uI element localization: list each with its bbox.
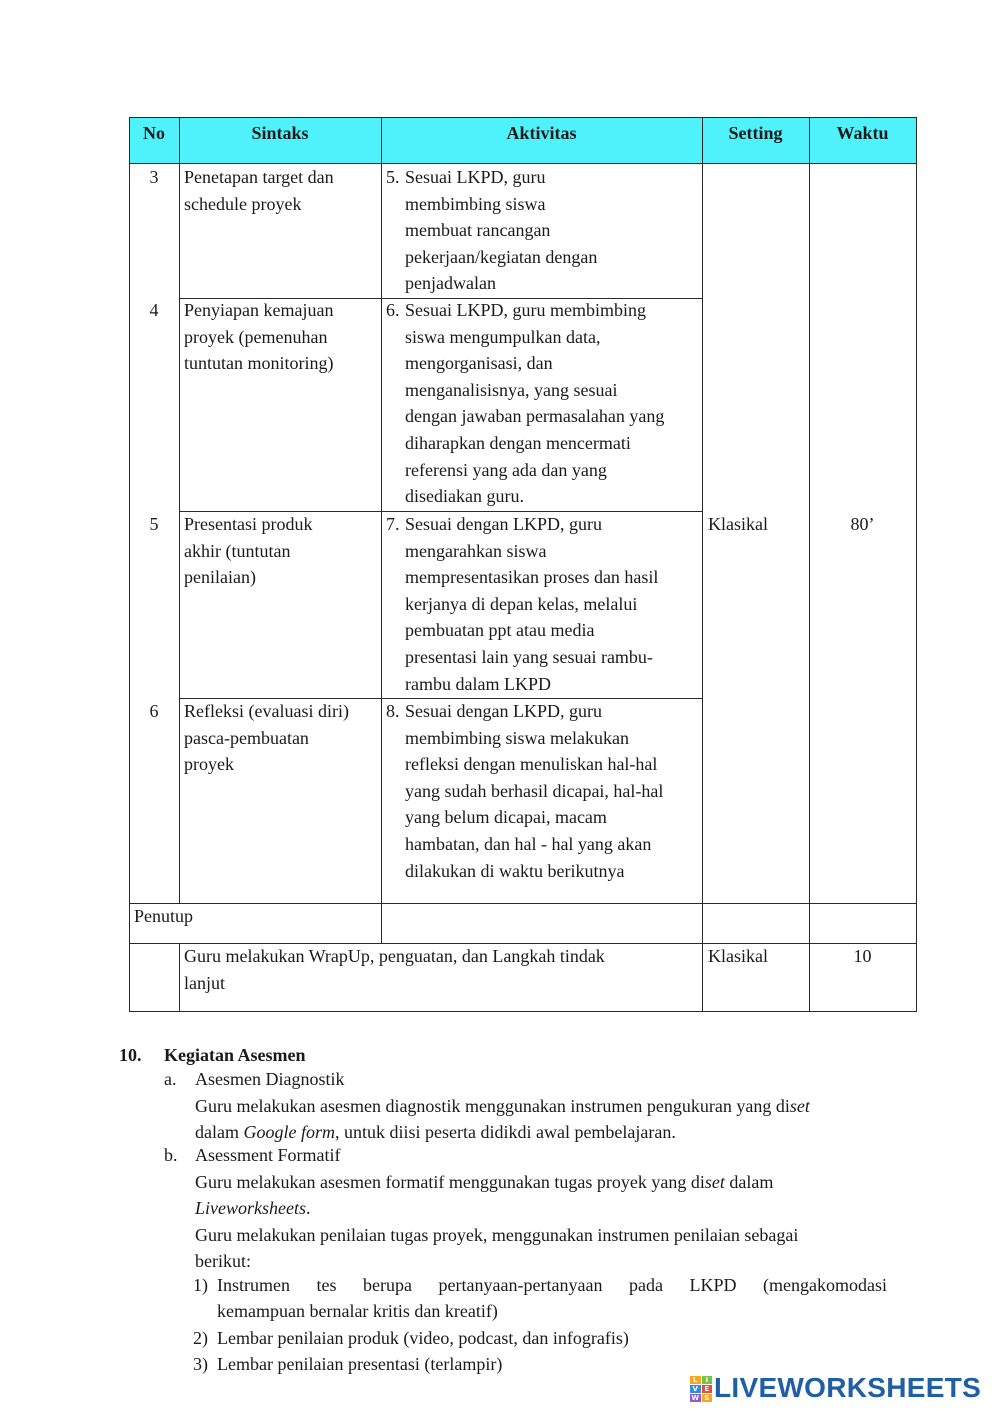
- list-item: Instrumen tes berupa pertanyaan-pertanyaan pada LKPD (mengakomodasi: [217, 1275, 887, 1295]
- setting-cell: Klasikal: [708, 514, 768, 534]
- header-aktivitas: Aktivitas: [506, 123, 577, 143]
- aktivitas-number: 7.: [386, 514, 400, 534]
- header-sintaks: Sintaks: [251, 123, 309, 143]
- list-number: 1): [193, 1275, 208, 1295]
- sintaks-cell: Presentasi produk akhir (tuntutan penilaian): [184, 514, 313, 588]
- list-item: Lembar penilaian presentasi (terlampir): [217, 1354, 503, 1374]
- aktivitas-cell: Sesuai LKPD, guru membimbing siswa mengumpulkan data, mengorganisasi, dan menganalisisnya, yang sesuai dengan jawaban permasalahan yang diharapkan dengan mencermati referensi yang ada dan yang disediakan guru.: [405, 300, 665, 507]
- liveworksheets-logo-icon: L I V E W S: [690, 1376, 712, 1400]
- item-a-title: Asesmen Diagnostik: [195, 1069, 345, 1089]
- row-number: 5: [149, 514, 159, 534]
- item-a-text: Guru melakukan asesmen diagnostik menggunakan instrumen pengukuran yang diset: [195, 1096, 810, 1116]
- row-number: 4: [149, 300, 159, 320]
- item-b-text: berikut:: [195, 1251, 251, 1271]
- row-number: 3: [149, 167, 159, 187]
- closing-waktu: 10: [853, 946, 872, 966]
- table-border: [702, 117, 703, 1012]
- sintaks-cell: Penetapan target dan schedule proyek: [184, 167, 334, 214]
- table-border: [129, 903, 917, 904]
- aktivitas-cell: Sesuai dengan LKPD, guru membimbing siswa melakukan refleksi dengan menuliskan hal-hal yang sudah berhasil dicapai, hal-hal yang belum dicapai, macam hambatan, dan hal - hal yang akan dilakukan di waktu berikutnya: [405, 701, 664, 881]
- section-number: 10.: [119, 1045, 142, 1065]
- item-a-text: dalam Google form, untuk diisi peserta didikdi awal pembelajaran.: [195, 1122, 676, 1142]
- item-a-label: a.: [164, 1069, 177, 1089]
- penutup-label: Penutup: [134, 906, 194, 926]
- item-b-text: Liveworksheets.: [195, 1198, 311, 1218]
- table-border: [129, 1011, 917, 1012]
- sintaks-cell: Refleksi (evaluasi diri) pasca-pembuatan proyek: [184, 701, 349, 775]
- table-border: [916, 117, 917, 1012]
- table-border: [179, 117, 180, 903]
- section-title: Kegiatan Asesmen: [164, 1045, 306, 1065]
- liveworksheets-wordmark: LIVEWORKSHEETS: [714, 1372, 982, 1403]
- aktivitas-cell: Sesuai dengan LKPD, guru mengarahkan siswa mempresentasikan proses dan hasil kerjanya di depan kelas, melalui pembuatan ppt atau media presentasi lain yang sesuai rambu- rambu dalam LKPD: [405, 514, 659, 694]
- list-item: kemampuan bernalar kritis dan kreatif): [217, 1301, 498, 1321]
- item-b-label: b.: [164, 1145, 178, 1165]
- table-border: [129, 117, 917, 118]
- aktivitas-number: 8.: [386, 701, 400, 721]
- row-number: 6: [149, 701, 159, 721]
- table-border: [809, 117, 810, 1012]
- sintaks-cell: Penyiapan kemajuan proyek (pemenuhan tuntutan monitoring): [184, 300, 334, 374]
- item-b-text: Guru melakukan penilaian tugas proyek, menggunakan instrumen penilaian sebagai: [195, 1225, 799, 1245]
- aktivitas-number: 6.: [386, 300, 400, 320]
- header-waktu: Waktu: [836, 123, 889, 143]
- list-number: 3): [193, 1354, 208, 1374]
- aktivitas-cell: Sesuai LKPD, guru membimbing siswa membuat rancangan pekerjaan/kegiatan dengan penjadwalan: [405, 167, 598, 294]
- table-border: [129, 117, 130, 1012]
- item-b-text: Guru melakukan asesmen formatif menggunakan tugas proyek yang diset dalam: [195, 1172, 774, 1192]
- item-b-title: Asessment Formatif: [195, 1145, 341, 1165]
- waktu-cell: 80’: [850, 514, 875, 534]
- list-number: 2): [193, 1328, 208, 1348]
- table-border: [179, 943, 180, 1011]
- closing-setting: Klasikal: [708, 946, 768, 966]
- header-no: No: [143, 123, 165, 143]
- header-setting: Setting: [728, 123, 783, 143]
- table-border: [381, 117, 382, 943]
- liveworksheets-logo[interactable]: [690, 1372, 981, 1404]
- list-item: Lembar penilaian produk (video, podcast, dan infografis): [217, 1328, 629, 1348]
- closing-activity: Guru melakukan WrapUp, penguatan, dan Langkah tindak lanjut: [184, 946, 605, 993]
- aktivitas-number: 5.: [386, 167, 400, 187]
